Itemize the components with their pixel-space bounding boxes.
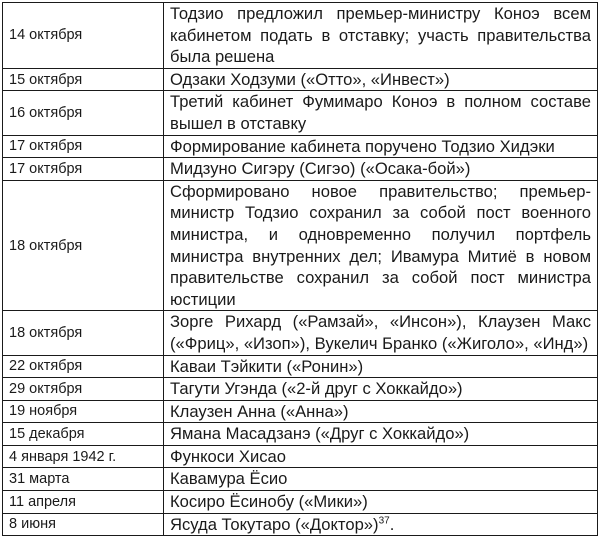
trailing-punctuation: . — [389, 514, 395, 534]
event-text: Функоси Хисао — [170, 446, 287, 466]
date-cell: 4 января 1942 г. — [3, 445, 164, 468]
table-row — [3, 355, 598, 378]
table-row — [3, 400, 598, 423]
event-cell — [164, 423, 598, 446]
table-row — [3, 445, 598, 468]
event-text: Тагути Угэнда («2-й друг с Хоккайдо») — [170, 379, 463, 399]
event-text: Ямана Масадзанэ («Друг с Хоккайдо») — [170, 424, 470, 444]
event-cell — [164, 491, 598, 514]
event-text: Клаузен Анна («Анна») — [170, 401, 349, 421]
table-row — [3, 513, 598, 536]
date-cell: 29 октября — [3, 378, 164, 401]
table-row — [3, 311, 598, 355]
event-cell — [164, 3, 598, 69]
events-table-body — [3, 3, 598, 536]
table-row — [3, 491, 598, 514]
event-cell — [164, 311, 598, 355]
event-cell — [164, 468, 598, 491]
event-cell — [164, 91, 598, 135]
event-text: Мидзуно Сигэру (Сигэо) («Осака-бой») — [170, 159, 471, 179]
table-row — [3, 423, 598, 446]
date-cell: 31 марта — [3, 468, 164, 491]
date-cell: 17 октября — [3, 135, 164, 158]
event-text: Третий кабинет Фумимаро Коноэ в полном составе вышел в отставку — [170, 92, 591, 133]
table-row — [3, 91, 598, 135]
table-row — [3, 135, 598, 158]
event-cell — [164, 513, 598, 536]
table-row — [3, 158, 598, 181]
event-text: Тодзио предложил премьер-министру Коноэ всем кабинетом подать в отставку; участь правительства была решена — [170, 4, 591, 67]
event-text: Кавамура Ёсио — [170, 469, 288, 489]
event-text: Косиро Ёсинобу («Мики») — [170, 492, 368, 512]
date-cell: 19 ноября — [3, 400, 164, 423]
event-cell — [164, 445, 598, 468]
event-text: Каваи Тэйкити («Ронин») — [170, 356, 364, 376]
event-text: Одзаки Ходзуми («Отто», «Инвест») — [170, 69, 450, 89]
event-text: Формирование кабинета поручено Тодзио Хидэки — [170, 136, 555, 156]
event-cell — [164, 378, 598, 401]
date-cell: 16 октября — [3, 91, 164, 135]
date-cell: 17 октября — [3, 158, 164, 181]
event-cell — [164, 400, 598, 423]
date-cell: 18 октября — [3, 311, 164, 355]
events-table — [2, 2, 598, 536]
date-cell: 22 октября — [3, 355, 164, 378]
table-row — [3, 378, 598, 401]
event-text: Зорге Рихард («Рамзай», «Инсон»), Клаузен Макс («Фриц», «Изоп»), Вукелич Бранко («Жиголо», «Инд») — [170, 312, 591, 353]
footnote-marker: 37 — [378, 515, 390, 527]
table-row — [3, 3, 598, 69]
event-text: Сформировано новое правительство; премьер-министр Тодзио сохранил за собой пост военного министра, и одновременно получил портфель министра внутренних дел; Ивамура Митиё в новом правительстве сохранил за собой пост министра юстиции — [170, 181, 591, 309]
date-cell: 8 июня — [3, 513, 164, 536]
event-cell — [164, 135, 598, 158]
date-cell: 14 октября — [3, 3, 164, 69]
event-cell — [164, 355, 598, 378]
event-text: Ясуда Токутаро («Доктор») — [170, 514, 379, 534]
event-cell — [164, 180, 598, 311]
date-cell: 18 октября — [3, 180, 164, 311]
event-cell — [164, 68, 598, 91]
date-cell: 15 октября — [3, 68, 164, 91]
table-row — [3, 468, 598, 491]
table-row — [3, 180, 598, 311]
event-cell — [164, 158, 598, 181]
date-cell: 11 апреля — [3, 491, 164, 514]
date-cell: 15 декабря — [3, 423, 164, 446]
table-row — [3, 68, 598, 91]
